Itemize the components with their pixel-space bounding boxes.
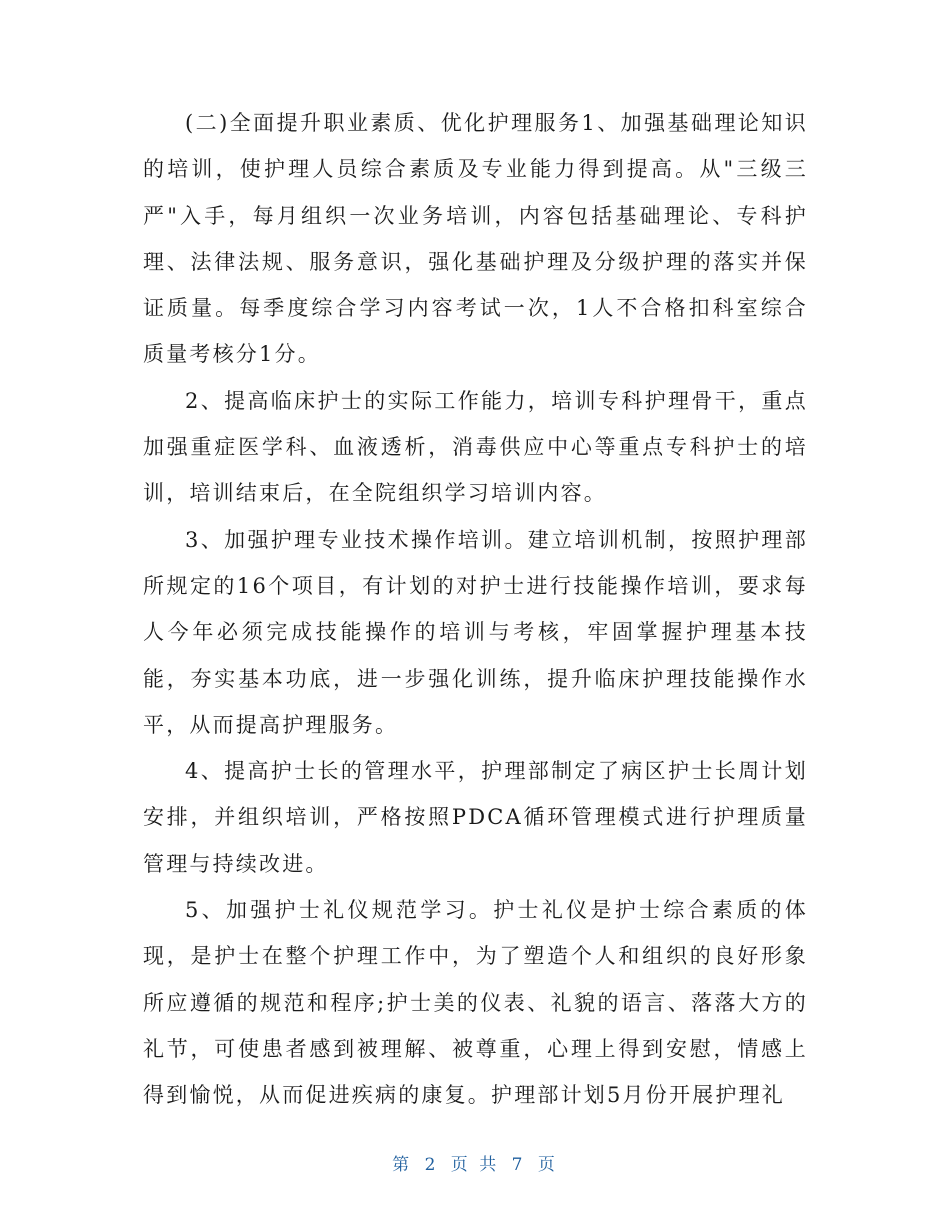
footer-suffix: 页 [537, 1155, 558, 1175]
footer-middle: 页 共 [450, 1155, 500, 1175]
paragraph-3: 3、加强护理专业技术操作培训。建立培训机制，按照护理部所规定的16个项目，有计划的对护士进行技能操作培训，要求每人今年必须完成技能操作的培训与考核，牢固掌握护理基本技能，夯实基本功底，进一步强化训练，提升临床护理技能操作水平，从而提高护理服务。 [143, 527, 808, 737]
footer-current-page: 2 [424, 1155, 439, 1175]
paragraph-2: 2、提高临床护士的实际工作能力，培训专科护理骨干，重点加强重症医学科、血液透析，消毒供应中心等重点专科护士的培训，培训结束后，在全院组织学习培训内容。 [143, 388, 808, 506]
document-body [143, 100, 808, 1119]
paragraph-5: 5、加强护士礼仪规范学习。护士礼仪是护士综合素质的体现，是护士在整个护理工作中，为了塑造个人和组织的良好形象所应遵循的规范和程序;护士美的仪表、礼貌的语言、落落大方的礼节，可使患者感到被理解、被尊重，心理上得到安慰，情感上得到愉悦，从而促进疾病的康复。护理部计划5月份开展护理礼 [143, 898, 808, 1108]
footer-prefix: 第 [392, 1155, 413, 1175]
paragraph-4: 4、提高护士长的管理水平，护理部制定了病区护士长周计划安排，并组织培训，严格按照PDCA循环管理模式进行护理质量管理与持续改进。 [143, 759, 808, 876]
paragraph-1: (二)全面提升职业素质、优化护理服务1、加强基础理论知识的培训，使护理人员综合素质及专业能力得到提高。从"三级三严"入手，每月组织一次业务培训，内容包括基础理论、专科护理、法律法规、服务意识，强化基础护理及分级护理的落实并保证质量。每季度综合学习内容考试一次，1人不合格扣科室综合质量考核分1分。 [143, 111, 808, 367]
footer-total-pages: 7 [511, 1155, 526, 1175]
page-footer [0, 1150, 950, 1175]
